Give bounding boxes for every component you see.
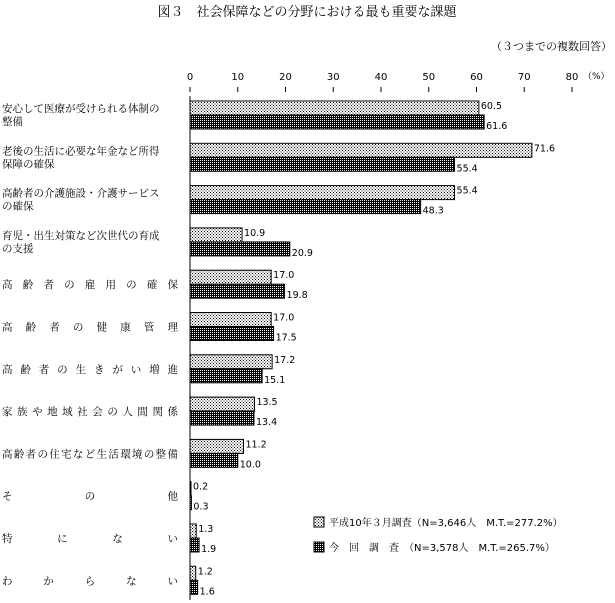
legend-label-current: 今 回 調 査 （N=3,578人 M.T.=265.7%）: [329, 543, 555, 554]
bar-current: [190, 453, 238, 467]
value-label: 71.6: [533, 143, 556, 155]
value-label: 0.2: [193, 481, 209, 493]
value-label: 10.0: [239, 459, 261, 471]
bar-previous: [190, 101, 479, 115]
category-label: その他: [2, 490, 178, 503]
x-tick-label: 20: [279, 72, 292, 83]
value-label: 60.5: [480, 101, 503, 112]
x-tick-label: 40: [374, 72, 388, 83]
bar-previous: [190, 270, 271, 284]
value-label: 1.3: [198, 524, 214, 535]
value-label: 17.2: [274, 354, 296, 366]
x-tick-label: 60: [470, 72, 483, 83]
bar-current: [190, 242, 290, 256]
value-label: 61.6: [486, 121, 508, 132]
category-label: 安心して医療が受けられる体制の: [2, 103, 160, 115]
value-label: 19.8: [286, 290, 308, 302]
bar-previous: [190, 566, 196, 580]
x-tick-label: 70: [517, 72, 531, 83]
value-label: 15.1: [264, 374, 286, 386]
value-label: 17.0: [273, 270, 295, 282]
value-label: 0.3: [193, 501, 209, 513]
value-label: 1.2: [197, 566, 213, 578]
bar-current: [190, 115, 484, 129]
category-label: 家族や地域社会の人間関係: [2, 406, 178, 419]
bar-current: [190, 580, 198, 594]
category-label: 保障の確保: [2, 158, 55, 171]
category-label: 高齢者の雇用の確保: [2, 279, 178, 292]
category-label: の支援: [2, 242, 34, 255]
category-label: 高齢者の介護施設・介護サービス: [2, 187, 160, 200]
category-label: 整備: [2, 116, 23, 128]
category-label: 高齢者の生きがい増進: [2, 363, 178, 376]
bar-previous: [190, 524, 196, 538]
chart-subtitle: （３つまでの複数回答）: [491, 40, 612, 53]
bar-previous: [190, 313, 271, 327]
legend-swatch-current: [314, 542, 324, 552]
bar-current: [190, 369, 262, 383]
value-label: 17.0: [273, 312, 295, 324]
bar-current: [190, 284, 285, 298]
value-label: 17.5: [275, 332, 297, 344]
category-labels: [2, 102, 179, 587]
category-label: 老後の生活に必要な年金など所得: [2, 145, 160, 158]
bar-current: [190, 200, 421, 214]
value-label: 1.6: [199, 586, 215, 598]
bar-previous: [190, 439, 243, 453]
value-label: 55.4: [456, 185, 478, 197]
x-tick-label: 0: [186, 72, 194, 83]
bar-current: [190, 411, 254, 425]
value-label: 20.9: [291, 247, 313, 259]
bar-previous: [190, 186, 455, 200]
bar-current: [190, 496, 191, 510]
x-axis-unit: （%）: [583, 72, 610, 82]
value-label: 13.4: [255, 417, 278, 429]
category-label: 特にない: [2, 533, 178, 545]
category-label: の確保: [2, 200, 34, 213]
bar-current: [190, 157, 455, 171]
value-label: 11.2: [245, 439, 267, 451]
category-label: 育児・出生対策など次世代の育成: [2, 229, 160, 242]
bar-previous: [190, 482, 191, 496]
value-label: 13.5: [256, 397, 278, 409]
bar-previous: [190, 397, 254, 411]
category-label: 高齢者の健康管理: [2, 321, 178, 334]
bar-previous: [190, 228, 242, 242]
bar-previous: [190, 355, 272, 369]
x-tick-label: 30: [326, 72, 340, 83]
legend-swatch-previous: [314, 517, 324, 527]
category-label: 高齢者の住宅など生活環境の整備: [2, 448, 178, 461]
value-label: 1.9: [201, 544, 217, 555]
category-label: わからない: [2, 575, 178, 588]
chart-title: 図３ 社会保障などの分野における最も重要な課題: [157, 5, 457, 20]
bar-current: [190, 327, 274, 341]
x-tick-label: 10: [231, 72, 245, 83]
x-axis-ticks: [187, 72, 579, 92]
bar-previous: [190, 143, 532, 157]
x-tick-label: 50: [422, 72, 436, 83]
x-tick-label: 80: [565, 72, 579, 83]
legend: [314, 516, 563, 554]
value-label: 48.3: [422, 205, 444, 217]
value-label: 10.9: [244, 227, 266, 239]
value-label: 55.4: [456, 163, 478, 175]
legend-label-previous: 平成10年３月調査（N=3,646人 M.T.=277.2%）: [329, 518, 563, 529]
bar-current: [190, 538, 199, 552]
